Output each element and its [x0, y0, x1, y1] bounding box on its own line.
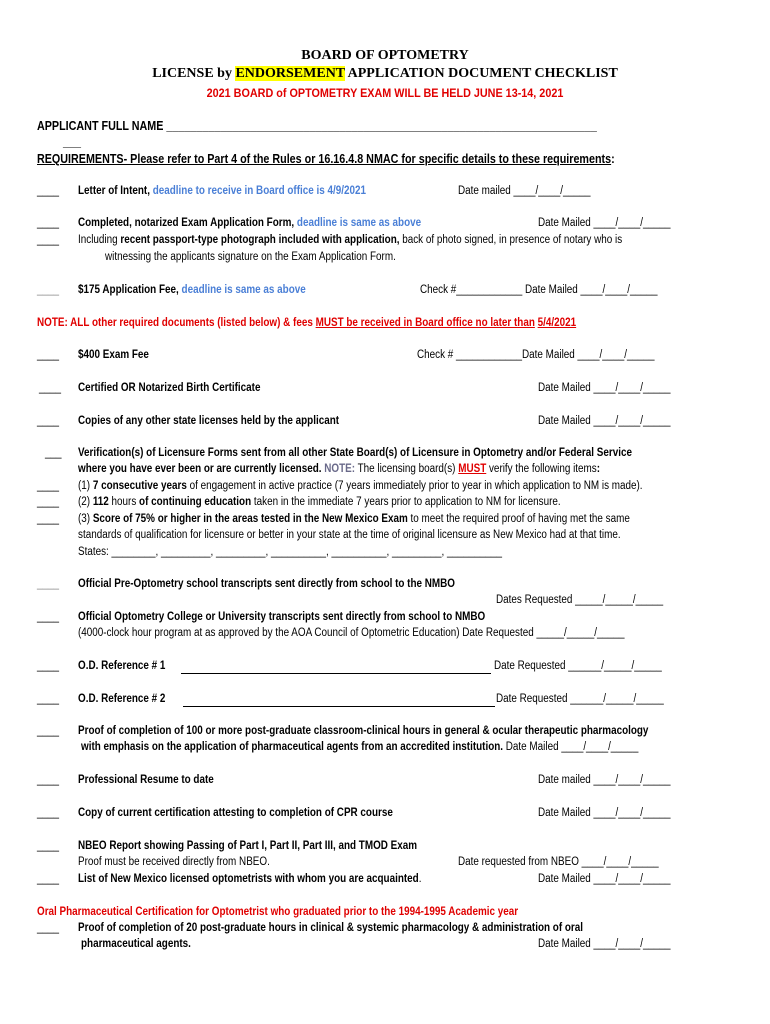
form-date[interactable]: Date Mailed ____/____/_____ — [538, 217, 671, 229]
verification-point-3 — [78, 513, 630, 525]
nbeo-date[interactable]: Date requested from NBEO ____/____/_____ — [458, 856, 659, 868]
p2-num: (2) — [78, 496, 93, 508]
p2-bold1: 112 — [92, 496, 109, 508]
title-highlight: ENDORSEMENT — [235, 66, 345, 81]
checkbox-blank[interactable]: ____ — [37, 873, 60, 885]
checkbox-blank[interactable]: ____ — [37, 807, 60, 819]
checkbox-blank[interactable]: ____ — [37, 496, 60, 508]
item-od-reference-1: O.D. Reference # 1 — [78, 660, 166, 672]
applicant-name-cont: ___ — [63, 135, 81, 149]
checkbox-blank[interactable]: ____ — [37, 284, 60, 296]
applicant-name-label[interactable]: APPLICANT FULL NAME ________________________________________________________________________ — [37, 119, 597, 133]
checkbox-blank[interactable]: ____ — [37, 922, 60, 934]
states-field[interactable]: States: ________, _________, _________, __________, __________, _________, __________ — [78, 546, 503, 558]
form-label: Completed, notarized Exam Application Form, — [78, 217, 297, 229]
photo-line2: witnessing the applicants signature on the Exam Application Form. — [105, 251, 396, 263]
ref1-date[interactable]: Date Requested ______/_____/_____ — [494, 660, 662, 672]
verif-colon: : — [596, 463, 601, 475]
preopt-date[interactable]: Dates Requested _____/_____/_____ — [496, 594, 664, 606]
verification-point-3-line2: standards of qualification for licensure or better in your state at the time of original licensure as New Mexico had at that time. — [78, 529, 621, 541]
p3-num: (3) — [78, 513, 93, 525]
verif-must: MUST — [458, 463, 487, 475]
exam-notice: 2021 BOARD of OPTOMETRY EXAM WILL BE HELD JUNE 13-14, 2021 — [206, 86, 564, 100]
cpr-date[interactable]: Date Mailed ____/____/_____ — [538, 807, 671, 819]
item-fee-175 — [78, 284, 306, 296]
title-post: APPLICATION DOCUMENT CHECKLIST — [344, 66, 618, 81]
oral-date[interactable]: Date Mailed ____/____/_____ — [538, 938, 671, 950]
intent-date[interactable]: Date mailed ____/____/_____ — [458, 185, 591, 197]
checkbox-blank[interactable]: ____ — [37, 774, 60, 786]
verification-line2 — [78, 463, 600, 475]
item-od-reference-2: O.D. Reference # 2 — [78, 693, 166, 705]
licenses-date[interactable]: Date Mailed ____/____/_____ — [538, 415, 671, 427]
item-optometrist-list — [78, 873, 421, 885]
birth-date[interactable]: Date Mailed ____/____/_____ — [538, 382, 671, 394]
requirements-colon: : — [611, 152, 615, 166]
p1-bold: 7 consecutive years — [92, 480, 187, 492]
photo-post: back of photo signed, in presence of notary who is — [399, 234, 623, 246]
item-cpr: Copy of current certification attesting to completion of CPR course — [78, 807, 393, 819]
college-line2[interactable]: (4000-clock hour program at as approved by the AOA Council of Optometric Education) Date Requested _____/_____/_____ — [78, 627, 625, 639]
checkbox-blank[interactable]: ____ — [37, 693, 60, 705]
ref2-line[interactable] — [183, 706, 495, 707]
item-resume: Professional Resume to date — [78, 774, 214, 786]
postgrad-line2 — [81, 741, 638, 753]
title-checklist — [0, 66, 770, 82]
form-deadline: deadline is same as above — [296, 217, 422, 229]
checkbox-blank[interactable]: ____ — [37, 840, 60, 852]
p2-mid: hours — [108, 496, 140, 508]
postgrad-date[interactable]: Date Mailed ____/____/_____ — [503, 741, 639, 753]
title-board: BOARD OF OPTOMETRY — [301, 48, 469, 63]
verif-end: verify the following items — [486, 463, 597, 475]
item-preoptometry-transcripts: Official Pre-Optometry school transcripts sent directly from school to the NMBO — [78, 578, 455, 590]
list-label: List of New Mexico licensed optometrists with whom you are acquainted — [78, 873, 419, 885]
checkbox-blank[interactable]: ___ — [45, 447, 62, 459]
checkbox-blank[interactable]: ____ — [37, 578, 60, 590]
nbeo-line2: Proof must be received directly from NBEO. — [78, 856, 270, 868]
postgrad-bold: with emphasis on the application of pharmaceutical agents from an accredited institution. — [81, 741, 504, 753]
checkbox-blank[interactable]: ____ — [37, 349, 60, 361]
checkbox-blank[interactable]: ____ — [37, 611, 60, 623]
fee175-deadline: deadline is same as above — [181, 284, 306, 296]
p2-bold2: of continuing education — [139, 496, 252, 508]
checkbox-blank[interactable]: ____ — [39, 382, 62, 394]
resume-date[interactable]: Date mailed ____/____/_____ — [538, 774, 671, 786]
fee400-check[interactable]: Check # ____________Date Mailed ____/____/_____ — [417, 349, 655, 361]
oral-heading: Oral Pharmaceutical Certification for Optometrist who graduated prior to the 1994-1995 Academic year — [37, 906, 519, 918]
item-postgrad-hours: Proof of completion of 100 or more post-graduate classroom-clinical hours in general & ocular therapeutic pharmacology — [78, 725, 649, 737]
p2-rest: taken in the immediate 7 years prior to application to NM for licensure. — [251, 496, 561, 508]
intent-label: Letter of Intent, — [78, 185, 153, 197]
fee175-label: $175 Application Fee, — [78, 284, 182, 296]
note-deadline — [37, 317, 576, 329]
item-birth-certificate: Certified OR Notarized Birth Certificate — [78, 382, 261, 394]
p1-rest: of engagement in active practice (7 years immediately prior to year in which application to NM is made). — [186, 480, 643, 492]
p1-num: (1) — [78, 480, 93, 492]
list-date[interactable]: Date Mailed ____/____/_____ — [538, 873, 671, 885]
checkbox-blank[interactable]: ____ — [37, 185, 60, 197]
verif-mid: The licensing board(s) — [355, 463, 459, 475]
checkbox-blank[interactable]: ____ — [37, 480, 60, 492]
item-letter-of-intent — [78, 185, 366, 197]
photo-pre: Including — [78, 234, 121, 246]
item-fee-400: $400 Exam Fee — [78, 349, 149, 361]
ref2-date[interactable]: Date Requested ______/_____/_____ — [496, 693, 664, 705]
checkbox-blank[interactable]: ____ — [37, 217, 60, 229]
p3-rest: to meet the required proof of having met the same — [407, 513, 630, 525]
checkbox-blank[interactable]: ____ — [37, 725, 60, 737]
verification-point-1 — [78, 480, 643, 492]
item-state-licenses: Copies of any other state licenses held by the applicant — [78, 415, 340, 427]
requirements-heading — [37, 152, 615, 166]
verif-bold: where you have ever been or are currently licensed. — [78, 463, 322, 475]
requirements-text: REQUIREMENTS- Please refer to Part 4 of the Rules or 16.16.4.8 NMAC for specific details to these requirements — [37, 152, 612, 166]
verification-point-2 — [78, 496, 561, 508]
intent-deadline: deadline to receive in Board office is 4/9/2021 — [152, 185, 367, 197]
verif-note: NOTE: — [321, 463, 356, 475]
title-pre: LICENSE by — [152, 66, 236, 81]
note-pre: NOTE: ALL other required documents (listed below) & fees — [37, 317, 316, 329]
checkbox-blank[interactable]: ____ — [37, 415, 60, 427]
note-date: 5/4/2021 — [537, 317, 577, 329]
oral-line2: pharmaceutical agents. — [81, 938, 191, 950]
checkbox-blank[interactable]: ____ — [37, 513, 60, 525]
list-period: . — [418, 873, 422, 885]
item-oral-pharma: Proof of completion of 20 post-graduate hours in clinical & systemic pharmacology & administration of oral — [78, 922, 584, 934]
note-must: MUST be received in Board office no later than — [315, 317, 535, 329]
verification-line1: Verification(s) of Licensure Forms sent from all other State Board(s) of Licensure in Optometry and/or Federal Service — [78, 447, 632, 459]
fee175-check[interactable]: Check #____________ Date Mailed ____/____/_____ — [420, 284, 658, 296]
item-college-transcripts: Official Optometry College or University transcripts sent directly from school to NMBO — [78, 611, 486, 623]
item-nbeo-report: NBEO Report showing Passing of Part I, Part II, Part III, and TMOD Exam — [78, 840, 418, 852]
checkbox-blank[interactable]: ____ — [37, 660, 60, 672]
photo-bold: recent passport-type photograph included with application, — [120, 234, 400, 246]
item-photo — [78, 234, 622, 246]
checkbox-blank[interactable]: ____ — [37, 234, 60, 246]
ref1-line[interactable] — [181, 673, 491, 674]
item-application-form — [78, 217, 421, 229]
p3-bold: Score of 75% or higher in the areas tested in the New Mexico Exam — [92, 513, 408, 525]
